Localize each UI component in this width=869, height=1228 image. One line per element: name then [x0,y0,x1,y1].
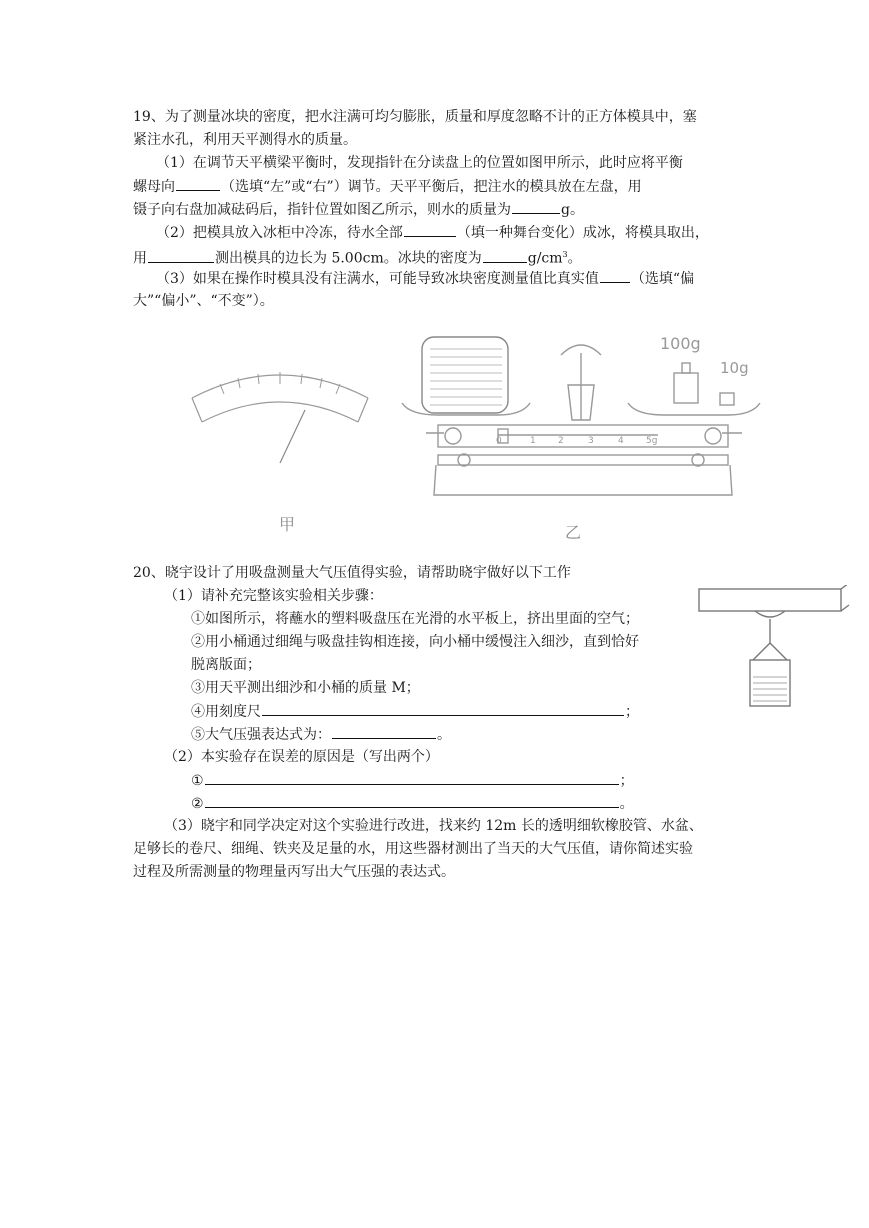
q19-text: （3）如果在操作时模具没有注满水，可能导致冰块密度测量值比真实值 [156,271,599,287]
answer-blank[interactable] [483,248,527,263]
q20-step-2: ②用小桶通过细绳与吸盘挂钩相连接，向小桶中缓慢注入细沙，直到恰好 [191,634,639,650]
weight-label-100g: 100g [660,334,701,353]
q19-text: （选填“左”或“右”）调节。天平平衡后，把注水的模具放在左盘，用 [221,179,642,195]
q20-line-1: 20、晓宇设计了用吸盘测量大气压值得实验，请帮助晓宇做好以下工作 [133,565,571,581]
q19-part1-line-3 [133,199,584,220]
q19-part3-line-2: 大”“偏小”、“不变”）。 [133,293,274,309]
q20-error-1 [191,770,634,791]
answer-blank[interactable] [404,222,456,237]
figure-jia-dial [180,360,380,470]
scale-number: 5g [646,436,658,446]
q19-text: 。 [567,250,582,267]
q19-part3-line-1 [156,268,694,289]
answer-blank[interactable] [148,248,214,263]
q19-part2-line-2 [133,245,582,269]
scale-number: 4 [618,436,624,446]
q19-text: g/cm [527,250,563,267]
scale-number: 3 [588,436,594,446]
q20-step-5 [191,724,451,745]
q19-text: （填一种舞台变化）成冰，将模具取出， [456,225,709,241]
q19-text: 螺母向 [133,179,175,195]
superscript: 3 [562,250,568,259]
q20-text: ； [625,704,639,720]
answer-blank[interactable] [262,701,624,716]
figure-suction-cup [695,585,855,720]
q20-text: ① [191,773,204,789]
q19-text: （2）把模具放入冰柜中冷冻，待水全部 [156,225,403,241]
answer-blank[interactable] [205,770,619,785]
q20-text: ④用刻度尺 [191,704,261,720]
q20-part3-line-1: （3）晓宇和同学决定对这个实验进行改进，找来约 12m 长的透明细软橡胶管、水盆、 [164,818,703,834]
q19-text: g。 [561,202,584,218]
q20-step-1: ①如图所示，将蘸水的塑料吸盘压在光滑的水平板上，挤出里面的空气； [191,611,639,627]
q20-step-4 [191,701,639,722]
answer-blank[interactable] [512,199,560,214]
q20-step-3: ③用天平测出细沙和小桶的质量 M； [191,680,420,696]
figure-jia-caption: 甲 [279,515,296,534]
q20-part1: （1）请补充完整该实验相关步骤： [164,588,383,604]
q20-error-2 [191,793,634,814]
weight-label-10g: 10g [720,359,749,377]
q20-text: ⑤大气压强表达式为： [191,727,331,743]
q19-part1-line-2 [133,176,642,197]
figure-yi-balance [398,325,770,505]
q19-text: （选填“偏 [630,271,695,287]
q20-text: ② [191,796,204,812]
q19-text: 测出模具的边长为 5.00cm。冰块的密度为 [215,250,482,267]
q19-line-2: 紧注水孔，利用天平测得水的质量。 [133,132,357,148]
q20-text: ； [619,773,634,789]
answer-blank[interactable] [176,176,220,191]
scale-number: 2 [558,436,564,446]
q20-part3-line-3: 过程及所需测量的物理量丙写出大气压强的表达式。 [133,864,455,880]
scale-number: 0 [496,436,502,446]
q19-part1-line-1: （1）在调节天平横梁平衡时，发现指针在分读盘上的位置如图甲所示，此时应将平衡 [156,155,683,171]
answer-blank[interactable] [332,724,436,739]
scale-number: 1 [530,436,536,446]
q20-step-2-cont: 脱离版面； [191,657,261,673]
q20-part3-line-2: 足够长的卷尺、细绳、铁夹及足量的水，用这些器材测出了当天的大气压值，请你简述实验 [133,841,693,857]
q20-part2: （2）本实验存在误差的原因是（写出两个） [164,749,439,765]
q19-text: 镊子向右盘加减砝码后，指针位置如图乙所示，则水的质量为 [133,202,511,218]
answer-blank[interactable] [205,793,619,808]
q19-line-1: 19、为了测量冰块的密度，把水注满可均匀膨胀，质量和厚度忽略不计的正方体模具中，塞 [133,109,697,125]
figure-yi-caption: 乙 [565,523,582,542]
q20-text: 。 [437,727,451,743]
q19-text: 用 [133,250,147,267]
q20-text: 。 [619,796,634,812]
answer-blank[interactable] [600,268,630,283]
q19-part2-line-1 [156,222,709,243]
